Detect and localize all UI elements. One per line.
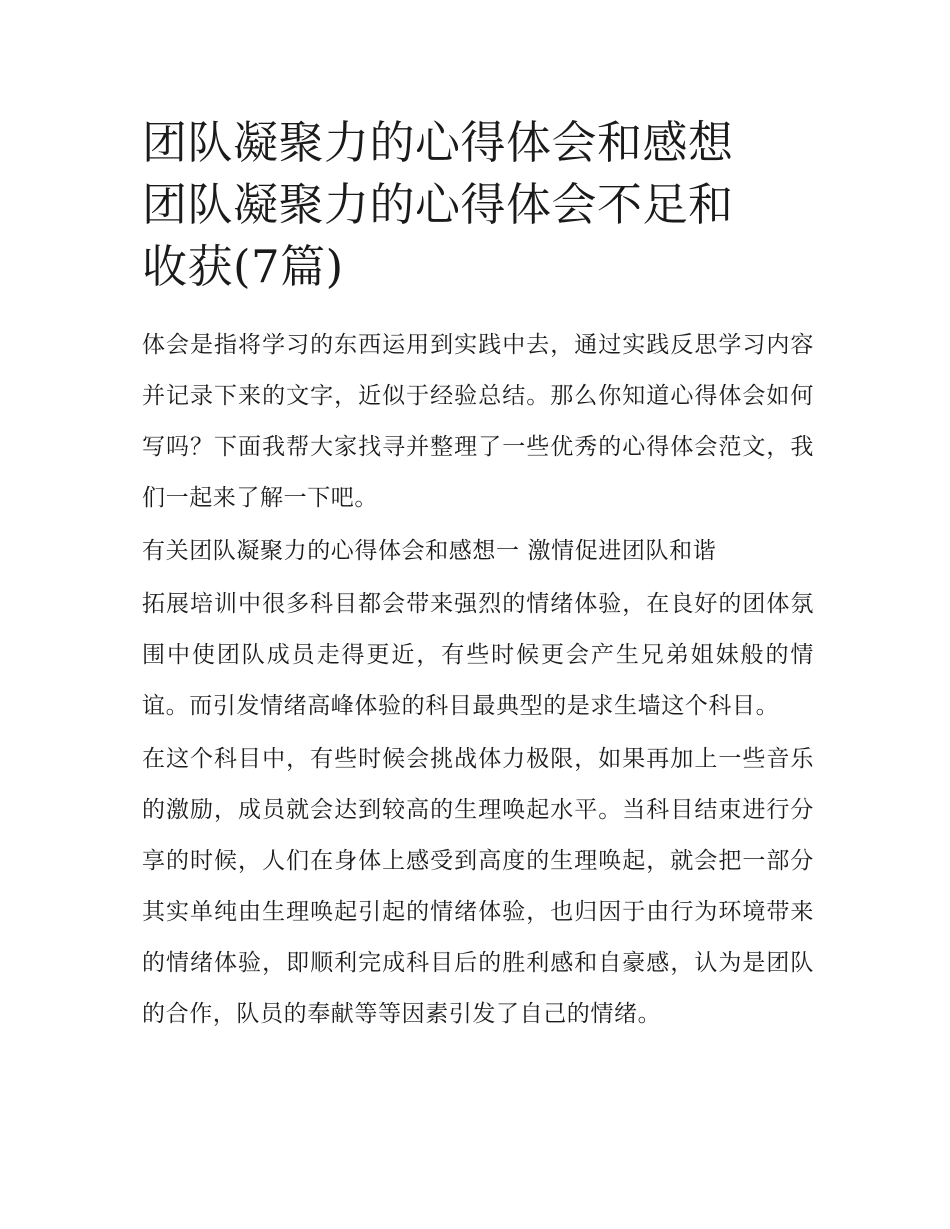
body-paragraph-1: 拓展培训中很多科目都会带来强烈的情绪体验，在良好的团体氛围中使团队成员走得更近，有些时候更会产生兄弟姐妹般的情谊。而引发情绪高峰体验的科目最典型的是求生墙这个科目。 (142, 591, 814, 719)
title-line-2: 团队凝聚力的心得体会不足和 (142, 178, 734, 231)
section-heading: 有关团队凝聚力的心得体会和感想一 激情促进团队和谐 (142, 538, 717, 564)
title-line-1: 团队凝聚力的心得体会和感想 (142, 116, 734, 169)
body-paragraph-2: 在这个科目中，有些时候会挑战体力极限，如果再加上一些音乐的激励，成员就会达到较高的生理唤起水平。当科目结束进行分享的时候，人们在身体上感受到高度的生理唤起，就会把一部分其实单纯由生理唤起引起的情绪体验，也归因于由行为环境带来的情绪体验，即顺利完成科目后的胜利感和自豪感，认为是团队的合作，队员的奉献等等因素引发了自己的情绪。 (142, 746, 814, 1027)
intro-paragraph: 体会是指将学习的东西运用到实践中去，通过实践反思学习内容并记录下来的文字，近似于经验总结。那么你知道心得体会如何写吗？下面我帮大家找寻并整理了一些优秀的心得体会范文，我们一起来了解一下吧。 (142, 332, 814, 511)
title-line-3: 收获(7篇) (142, 240, 344, 293)
document-title (142, 112, 814, 298)
document-page (142, 112, 814, 1040)
